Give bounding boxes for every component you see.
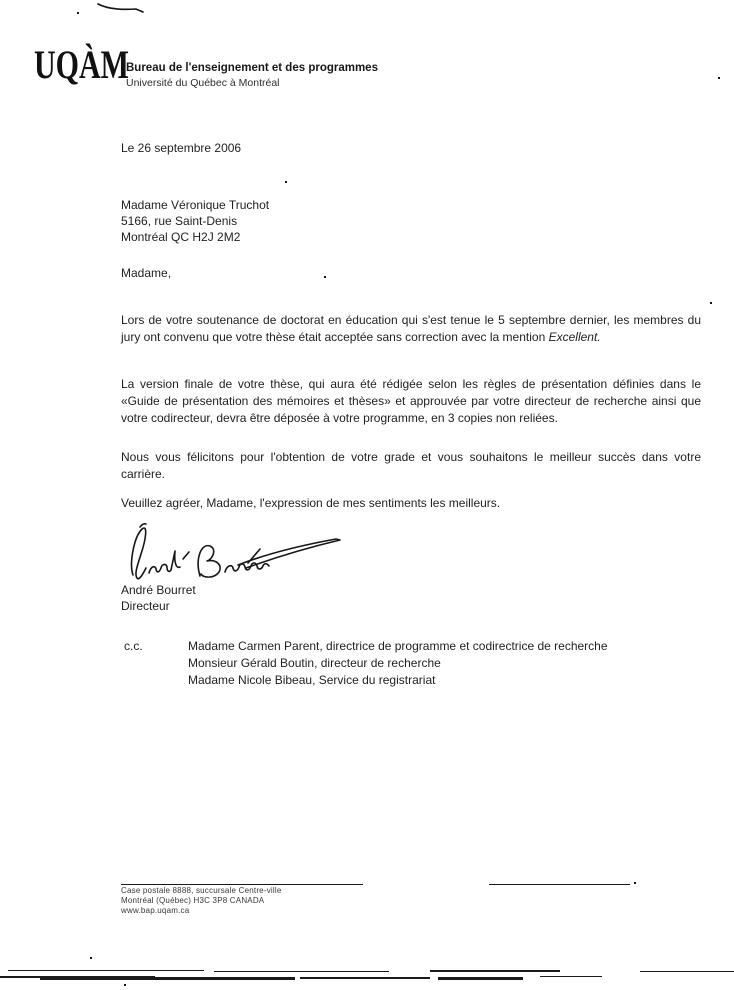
paragraph-1 [121, 312, 701, 346]
footer-rule [121, 884, 363, 885]
scan-artifact-line [300, 977, 430, 979]
scan-artifact-line [540, 976, 602, 977]
paragraph-2: La version finale de votre thèse, qui aura été rédigée selon les règles de présentation définies dans le «Guide de présentation des mémoires et thèses» et approuvée par votre directeur de recherche ainsi que votre codirecteur, devra être déposée à votre programme, en 3 copies non reliées. [121, 377, 701, 425]
scan-artifact-line [40, 977, 295, 980]
scan-speck [124, 984, 126, 986]
paragraph-3: Nous vous félicitons pour l'obtention de votre grade et vous souhaitons le meilleur succès dans votre carrière. [121, 450, 701, 481]
scan-artifact-line [214, 971, 389, 972]
cc-label: c.c. [124, 639, 143, 653]
paragraph-1-text: Lors de votre soutenance de doctorat en éducation qui s'est tenue le 5 septembre dernier, les membres du jury ont convenu que votre thèse était acceptée sans correction avec la mention [121, 313, 701, 344]
footer-rule [489, 884, 630, 885]
salutation: Madame, [121, 266, 172, 280]
uqam-logo: UQÀM [34, 42, 129, 87]
scan-artifact-line [640, 971, 734, 972]
footer-address [121, 886, 281, 916]
cc-entry: Madame Carmen Parent, directrice de programme et codirectrice de recherche [188, 639, 608, 653]
signature-block [121, 582, 196, 614]
signer-title: Directeur [121, 599, 170, 613]
letter-date: Le 26 septembre 2006 [121, 141, 242, 155]
cc-list [188, 638, 608, 689]
scan-artifact-line [8, 970, 204, 971]
footer-line-postal: Case postale 8888, succursale Centre-ville [121, 886, 282, 895]
paragraph-1-mention: Excellent. [548, 330, 601, 344]
scan-artifact-line [438, 977, 523, 980]
recipient-city: Montréal QC H2J 2M2 [121, 230, 241, 244]
signature-handwriting [126, 521, 351, 583]
scan-artifact-top-squiggle [60, 0, 160, 16]
signer-name: André Bourret [121, 583, 196, 597]
scan-speck [90, 957, 92, 959]
institution-name: Université du Québec à Montréal [126, 77, 280, 89]
department-name: Bureau de l'enseignement et des programmes [126, 62, 378, 74]
paragraph-4: Veuillez agréer, Madame, l'expression de mes sentiments les meilleurs. [121, 496, 501, 510]
scan-speck [634, 882, 636, 884]
recipient-name: Madame Véronique Truchot [121, 198, 270, 212]
recipient-address [121, 197, 269, 245]
scan-speck [718, 77, 720, 79]
scan-artifact-line [430, 970, 560, 972]
footer-line-website: www.bap.uqam.ca [121, 906, 190, 915]
scan-speck [324, 276, 326, 278]
cc-entry: Madame Nicole Bibeau, Service du registrariat [188, 673, 436, 687]
scan-speck [285, 181, 287, 183]
scan-speck [710, 302, 712, 304]
footer-line-city: Montréal (Québec) H3C 3P8 CANADA [121, 896, 265, 905]
scan-speck [77, 12, 79, 14]
cc-entry: Monsieur Gérald Boutin, directeur de recherche [188, 656, 441, 670]
recipient-street: 5166, rue Saint-Denis [121, 214, 238, 228]
